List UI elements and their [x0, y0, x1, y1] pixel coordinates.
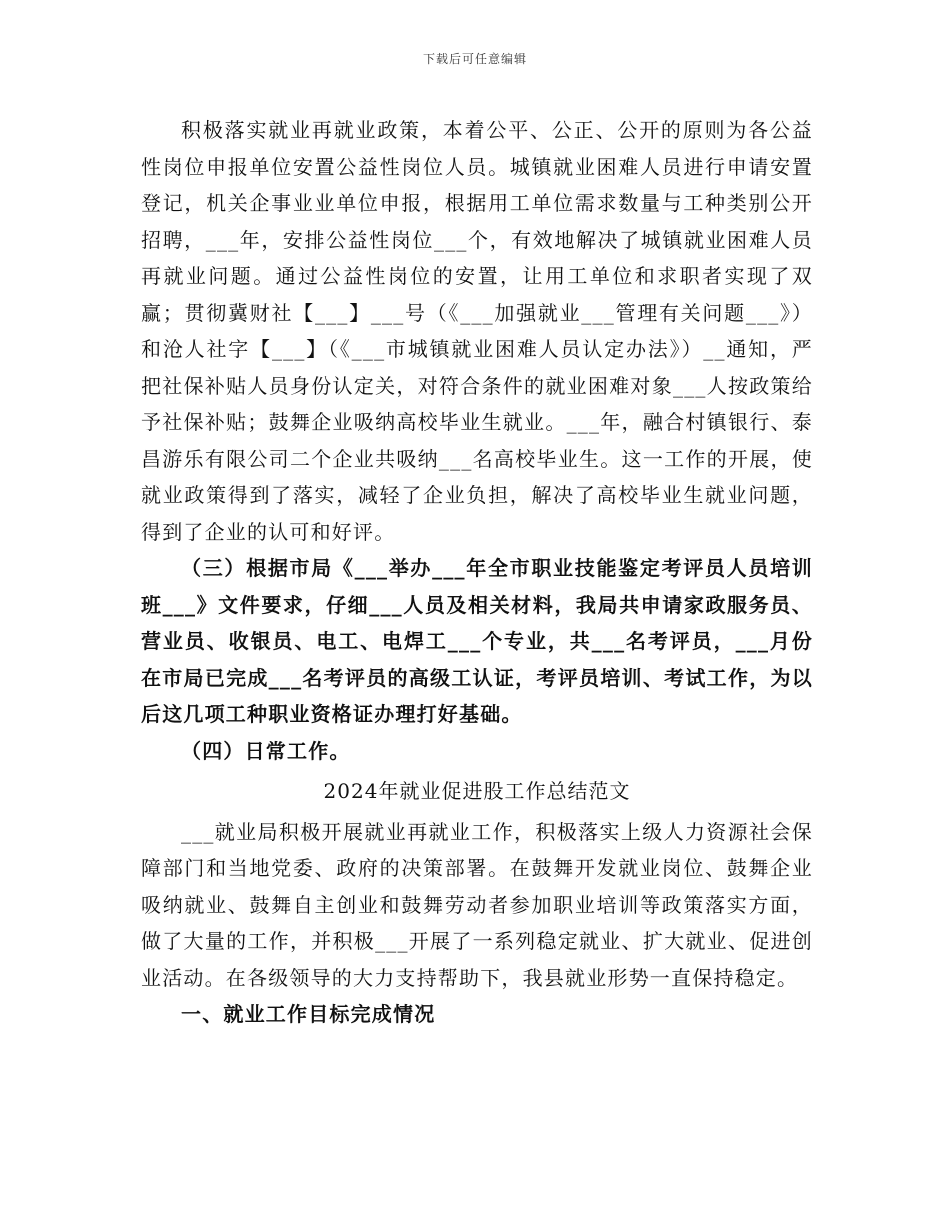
paragraph-public-welfare-posts: 积极落实就业再就业政策，本着公平、公正、公开的原则为各公益性岗位申报单位安置公益性岗位人员。城镇就业困难人员进行申请安置登记，机关企事业业单位申报，根据用工单位需求数量与工种类别公开招聘，___年，安排公益性岗位___个，有效地解决了城镇就业困难人员再就业问题。通过公益性岗位的安置，让用工单位和求职者实现了双赢；贯彻冀财社【___】___号（《___加强就业___管理有关问题___》）和沧人社字【___】（《___市城镇就业困难人员认定办法》）__通知，严把社保补贴人员身份认定关，对符合条件的就业困难对象___人按政策给予社保补贴；鼓舞企业吸纳高校毕业生就业。___年，融合村镇银行、泰昌游乐有限公司二个企业共吸纳___名高校毕业生。这一工作的开展，使就业政策得到了落实，减轻了企业负担，解决了高校毕业生就业问题，得到了企业的认可和好评。 [141, 118, 813, 544]
document-body [141, 112, 813, 1033]
page-header-note: 下载后可任意编辑 [422, 52, 527, 66]
paragraph-examiner-training: （三）根据市局《___举办___年全市职业技能鉴定考评员人员培训班___》文件要求，仔细___人员及相关材料，我局共申请家政服务员、营业员、收银员、电工、电焊工___个专业，共___名考评员，___月份在市局已完成___名考评员的高级工认证，考评员培训、考试工作，为以后这几项工种职业资格证办理打好基础。 [141, 556, 813, 726]
heading-goal-completion: 一、就业工作目标完成情况 [181, 1002, 436, 1026]
section-title: 2024年就业促进股工作总结范文 [323, 779, 631, 803]
paragraph-daily-work: （四）日常工作。 [181, 738, 351, 763]
paragraph-employment-bureau: ___就业局积极开展就业再就业工作，积极落实上级人力资源社会保障部门和当地党委、政府的决策部署。在鼓舞开发就业岗位、鼓舞企业吸纳就业、鼓舞自主创业和鼓舞劳动者参加职业培训等政策落实方面，做了大量的工作，并积极___开展了一系列稳定就业、扩大就业、促进创业活动。在各级领导的大力支持帮助下，我县就业形势一直保持稳定。 [141, 819, 813, 990]
